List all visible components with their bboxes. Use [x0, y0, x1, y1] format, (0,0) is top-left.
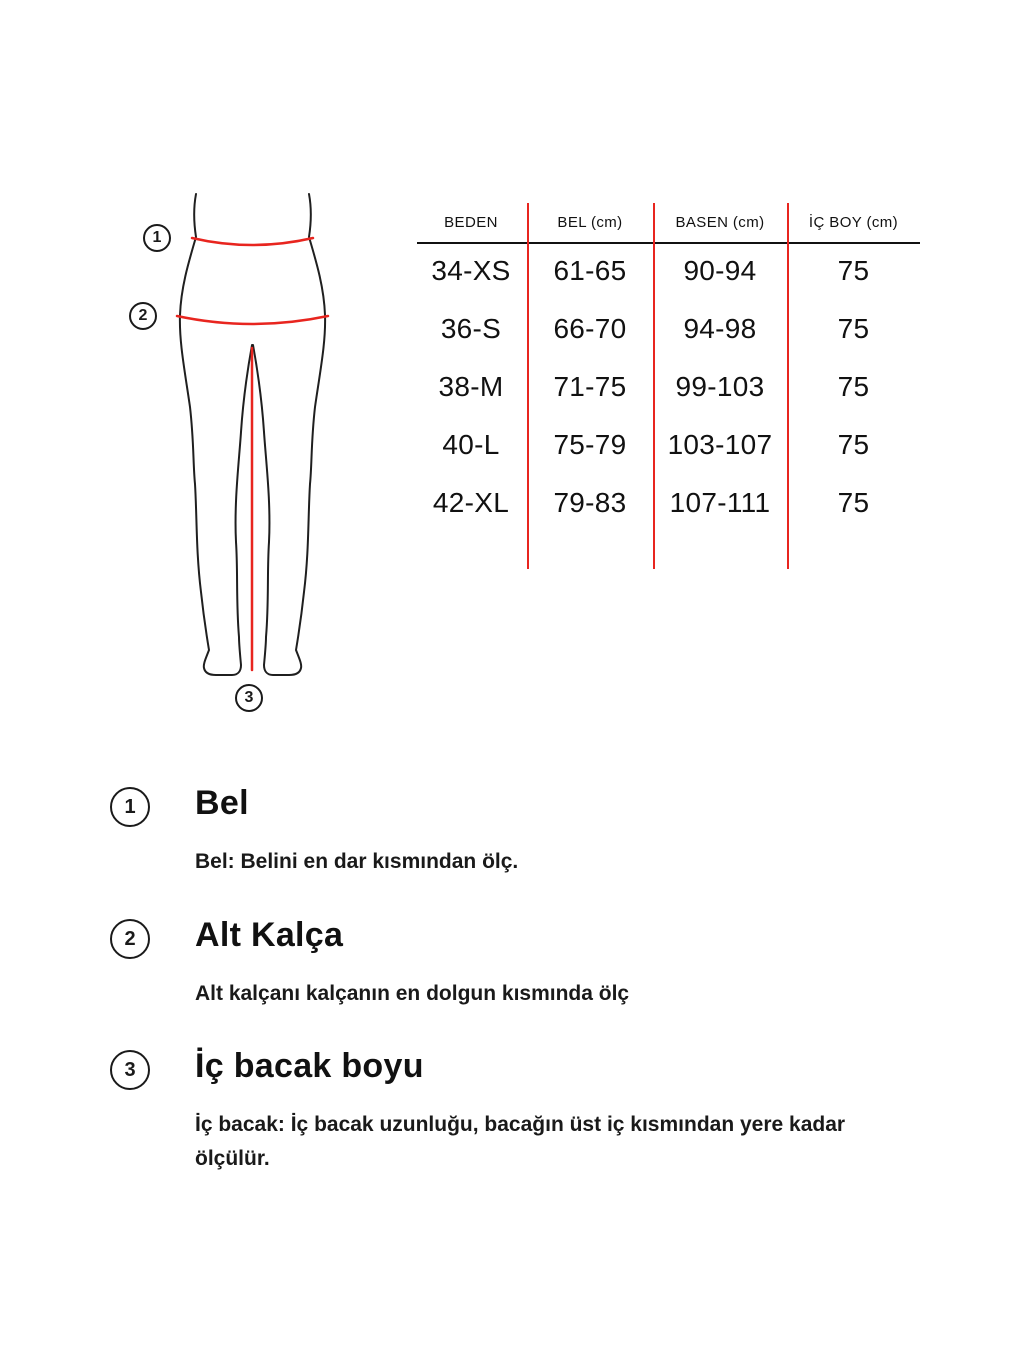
diagram-marker-1 [143, 224, 171, 252]
table-cell-hip: 94-98 [683, 313, 757, 344]
waist-measure-line [192, 238, 313, 245]
legend-title: İç bacak boyu [195, 1047, 424, 1085]
table-cell-size: 36-S [440, 313, 502, 344]
table-cell-inseam: 75 [837, 371, 870, 402]
table-cell-waist: 61-65 [553, 255, 627, 286]
table-cell-size: 34-XS [431, 255, 511, 286]
table-cell-size: 42-XL [432, 487, 510, 518]
table-cell-waist: 75-79 [553, 429, 627, 460]
legend-number: 1 [124, 795, 136, 818]
diagram-marker-2-label: 2 [138, 307, 148, 324]
table-cell-hip: 107-111 [669, 487, 771, 518]
legend-number-badge [110, 787, 150, 827]
legend-description: İç bacak: İç bacak uzunluğu, bacağın üst iç kısmından yere kadar ölçülür. [195, 1113, 846, 1170]
legend-description: Bel: Belini en dar kısmından ölç. [195, 850, 519, 873]
diagram-marker-3-label: 3 [244, 689, 254, 706]
table-cell-inseam: 75 [837, 255, 870, 286]
table-cell-waist: 79-83 [553, 487, 627, 518]
hip-measure-line [177, 316, 328, 324]
table-column-divider [787, 203, 789, 569]
table-column-divider [653, 203, 655, 569]
col-header-beden: BEDEN [444, 213, 498, 231]
table-cell-inseam: 75 [837, 487, 870, 518]
diagram-marker-3 [235, 684, 263, 712]
legend-title: Bel [195, 784, 249, 822]
table-header-divider [417, 242, 920, 244]
table-cell-hip: 99-103 [675, 371, 765, 402]
size-table [415, 202, 920, 572]
table-cell-size: 40-L [442, 429, 500, 460]
legend-title: Alt Kalça [195, 916, 344, 954]
legend-number-badge [110, 919, 150, 959]
col-header-basen: BASEN (cm) [675, 213, 765, 231]
table-column-divider [527, 203, 529, 569]
col-header-bel: BEL (cm) [557, 213, 623, 231]
table-cell-hip: 103-107 [667, 429, 773, 460]
table-cell-inseam: 75 [837, 313, 870, 344]
legend-number: 2 [124, 927, 136, 950]
table-cell-waist: 66-70 [553, 313, 627, 344]
table-cell-size: 38-M [438, 371, 504, 402]
legend-number-badge [110, 1050, 150, 1090]
legend-description: Alt kalçanı kalçanın en dolgun kısmında ölç [195, 982, 630, 1005]
legs-outline-drawing [135, 192, 340, 717]
table-cell-hip: 90-94 [683, 255, 757, 286]
diagram-marker-2 [129, 302, 157, 330]
table-cell-waist: 71-75 [553, 371, 627, 402]
diagram-marker-1-label: 1 [152, 229, 162, 246]
legend-number: 3 [124, 1058, 136, 1081]
table-cell-inseam: 75 [837, 429, 870, 460]
col-header-icboy: İÇ BOY (cm) [808, 213, 899, 231]
